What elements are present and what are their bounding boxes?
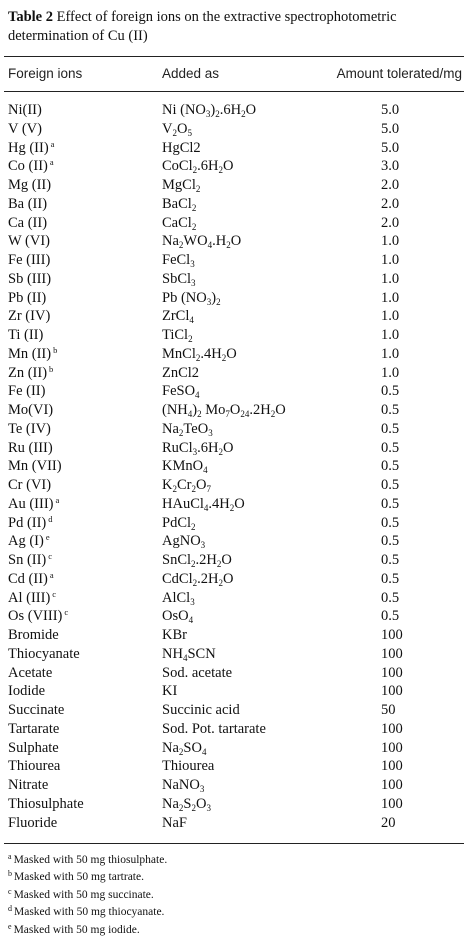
footnote-text: Masked with 50 mg thiosulphate.	[13, 854, 168, 866]
cell-added-as: PdCl$_2$	[162, 514, 196, 532]
footnote-mark: b	[53, 344, 58, 355]
top-rule	[4, 56, 464, 57]
cell-amount-tolerated: 0.5	[381, 420, 400, 437]
cell-amount-tolerated: 100	[381, 645, 403, 662]
cell-amount-tolerated: 0.5	[381, 383, 400, 400]
foreign-ion-text: Pd (II)	[8, 514, 47, 531]
cell-amount-tolerated: 1.0	[381, 364, 400, 381]
cell-added-as: $MnCl_2.4H_2O$	[162, 345, 237, 363]
cell-added-as: BaCl$_2$	[162, 195, 197, 213]
footnote-mark: c	[48, 551, 53, 561]
cell-added-as: SbCl$_3$	[162, 270, 196, 288]
cell-added-as: $K_2Cr_2O_7$	[162, 477, 211, 494]
cell-amount-tolerated: 1.0	[381, 252, 400, 268]
table-row	[0, 139, 475, 158]
foreign-ion-text: Zr (IV)	[8, 308, 51, 325]
cell-foreign-ion	[8, 364, 53, 382]
cell-amount-tolerated: 1.0	[381, 289, 400, 306]
table-row	[0, 345, 475, 364]
table-row	[0, 476, 475, 495]
cell-amount-tolerated: 5.0	[381, 102, 400, 118]
footnote	[8, 887, 468, 904]
table-title: Effect of foreign ions on the extractive spectrophotometric determination of Cu (II)	[8, 9, 397, 44]
table-row	[0, 195, 475, 214]
cell-amount-tolerated: 100	[381, 758, 403, 775]
table-footnotes	[8, 852, 468, 939]
table-caption	[8, 8, 466, 46]
foreign-ion-text: Au (III)	[8, 495, 54, 512]
foreign-ion-text: Thiocyanate	[8, 645, 80, 662]
footnote-mark: b	[8, 869, 12, 879]
header-foreign-ions: Foreign ions	[8, 66, 83, 81]
table-row	[0, 289, 475, 308]
footnote	[8, 904, 468, 921]
foreign-ion-text: Fluoride	[8, 814, 58, 831]
cell-added-as: Thiourea	[162, 758, 215, 775]
foreign-ion-text: Fe (III)	[8, 252, 51, 268]
foreign-ion-text: V (V)	[8, 120, 42, 137]
cell-foreign-ion	[8, 495, 59, 513]
cell-foreign-ion	[8, 382, 45, 400]
cell-foreign-ion	[8, 682, 45, 700]
cell-added-as: ZnCl2	[162, 364, 200, 381]
cell-amount-tolerated: 0.5	[381, 589, 400, 606]
footnote-mark: c	[52, 588, 57, 599]
table-row	[0, 251, 475, 270]
foreign-ion-text: Sulphate	[8, 739, 59, 756]
cell-added-as: KI	[162, 683, 178, 700]
foreign-ion-text: Ag (I)	[8, 533, 44, 550]
table-row	[0, 776, 475, 795]
cell-foreign-ion	[8, 476, 51, 494]
foreign-ion-text: Succinate	[8, 702, 65, 718]
cell-amount-tolerated: 1.0	[381, 327, 400, 343]
table-row	[0, 307, 475, 326]
footnote-mark: e	[45, 532, 50, 543]
table-row	[0, 270, 475, 289]
foreign-ion-text: W (VI)	[8, 233, 51, 250]
table-row	[0, 495, 475, 514]
cell-foreign-ion	[8, 757, 60, 775]
footnote-mark: a	[50, 138, 55, 149]
cell-added-as: ZrCl$_4$	[162, 308, 194, 326]
cell-added-as: $NH_4SCN$	[162, 645, 216, 663]
cell-amount-tolerated: 0.5	[381, 570, 400, 587]
cell-amount-tolerated: 50	[381, 702, 396, 718]
foreign-ion-text: Mg (II)	[8, 177, 52, 193]
cell-added-as: $Na_2SO_4$	[162, 739, 207, 757]
cell-foreign-ion	[8, 101, 42, 119]
table-row	[0, 364, 475, 383]
cell-amount-tolerated: 100	[381, 739, 403, 756]
table-row	[0, 457, 475, 476]
footnote	[8, 869, 468, 886]
cell-amount-tolerated: 2.0	[381, 177, 400, 193]
table-row	[0, 626, 475, 645]
cell-foreign-ion	[8, 120, 42, 138]
table-row	[0, 401, 475, 420]
table-row	[0, 326, 475, 345]
foreign-ion-text: Os (VIII)	[8, 608, 63, 625]
cell-added-as: FeSO$_4$	[162, 383, 200, 401]
foreign-ion-text: Mn (II)	[8, 345, 52, 362]
footnote-mark: d	[48, 513, 53, 524]
foreign-ion-text: Nitrate	[8, 777, 49, 793]
cell-added-as: $CdCl_2.2H_2O$	[162, 570, 234, 588]
footnote-text: Masked with 50 mg iodide.	[13, 923, 140, 936]
header-amount-tolerated: Amount tolerated/mg	[336, 66, 462, 81]
table-row	[0, 720, 475, 739]
table-row	[0, 607, 475, 626]
cell-foreign-ion	[8, 795, 84, 813]
cell-amount-tolerated: 0.5	[381, 533, 400, 550]
cell-foreign-ion	[8, 457, 62, 475]
table-row	[0, 382, 475, 401]
cell-added-as: AlCl$_3$	[162, 589, 195, 607]
header-rule	[4, 91, 464, 92]
cell-foreign-ion	[8, 532, 50, 550]
cell-amount-tolerated: 0.5	[381, 477, 400, 493]
cell-foreign-ion	[8, 251, 50, 269]
footnote-mark: a	[8, 852, 12, 861]
cell-amount-tolerated: 0.5	[381, 458, 400, 475]
foreign-ion-text: Tartarate	[8, 720, 60, 737]
foreign-ion-text: Ni(II)	[8, 102, 42, 118]
table-row	[0, 439, 475, 458]
cell-amount-tolerated: 1.0	[381, 270, 400, 287]
cell-foreign-ion	[8, 570, 54, 588]
cell-foreign-ion	[8, 176, 51, 194]
foreign-ion-text: Hg (II)	[8, 139, 49, 156]
footnote-text: Masked with 50 mg succinate.	[13, 888, 154, 901]
foreign-ion-text: Co (II)	[8, 158, 48, 175]
table-row	[0, 176, 475, 195]
foreign-ion-text: Al (III)	[8, 589, 51, 606]
cell-foreign-ion	[8, 270, 51, 288]
cell-added-as: $Na_2WO_4.H_2O$	[162, 233, 242, 251]
cell-added-as: $SnCl_2.2H_2O$	[162, 552, 232, 569]
footnote-mark: b	[49, 363, 54, 374]
foreign-ion-text: Thiosulphate	[8, 795, 84, 812]
foreign-ion-text: Zn (II)	[8, 364, 48, 381]
foreign-ion-text: Cd (II)	[8, 570, 48, 587]
footnote-mark: c	[8, 886, 12, 896]
cell-added-as: Sod. Pot. tartarate	[162, 720, 266, 737]
cell-added-as: Ni $(NO_3)_2.6H_2O$	[162, 102, 257, 119]
table-row	[0, 420, 475, 439]
cell-foreign-ion	[8, 420, 51, 438]
cell-amount-tolerated: 0.5	[381, 402, 400, 418]
cell-foreign-ion	[8, 551, 52, 569]
bottom-rule	[4, 843, 464, 844]
table-row	[0, 589, 475, 608]
table-row	[0, 757, 475, 776]
cell-foreign-ion	[8, 607, 68, 625]
foreign-ion-text: Sn (II)	[8, 552, 47, 568]
cell-foreign-ion	[8, 345, 57, 363]
foreign-ion-text: Te (IV)	[8, 420, 51, 437]
cell-foreign-ion	[8, 664, 52, 682]
cell-amount-tolerated: 2.0	[381, 195, 400, 212]
footnote	[8, 922, 468, 939]
foreign-ion-text: Ba (II)	[8, 195, 48, 212]
cell-amount-tolerated: 2.0	[381, 214, 400, 231]
cell-amount-tolerated: 5.0	[381, 139, 400, 156]
cell-foreign-ion	[8, 139, 54, 157]
cell-amount-tolerated: 0.5	[381, 495, 400, 512]
cell-foreign-ion	[8, 289, 46, 307]
cell-foreign-ion	[8, 195, 47, 213]
cell-amount-tolerated: 100	[381, 777, 403, 793]
cell-added-as: Pb $(NO_3)_2$	[162, 289, 221, 307]
table-row	[0, 645, 475, 664]
foreign-ion-text: Ti (II)	[8, 327, 44, 343]
cell-foreign-ion	[8, 720, 59, 738]
table-label: Table 2	[8, 9, 53, 25]
cell-added-as: MgCl$_2$	[162, 177, 201, 194]
cell-amount-tolerated: 100	[381, 683, 403, 700]
cell-amount-tolerated: 1.0	[381, 345, 400, 362]
foreign-ion-text: Mo(VI)	[8, 402, 54, 418]
table-row	[0, 157, 475, 176]
cell-amount-tolerated: 100	[381, 664, 403, 681]
table-body	[0, 101, 475, 832]
foreign-ion-text: Sb (III)	[8, 270, 52, 287]
cell-added-as: $(NH_4)_2$ $Mo_7O_{24}.2H_2O$	[162, 402, 286, 419]
cell-foreign-ion	[8, 439, 53, 457]
cell-added-as: KBr	[162, 627, 187, 643]
cell-added-as: CaCl$_2$	[162, 214, 197, 232]
cell-foreign-ion	[8, 776, 48, 794]
footnote	[8, 852, 468, 869]
table-row	[0, 232, 475, 251]
cell-foreign-ion	[8, 589, 56, 607]
foreign-ion-text: Thiourea	[8, 758, 61, 775]
foreign-ion-text: Cr (VI)	[8, 477, 52, 493]
cell-added-as: $V_2O_5$	[162, 120, 192, 138]
foreign-ion-text: Ca (II)	[8, 214, 48, 231]
cell-foreign-ion	[8, 626, 59, 644]
cell-amount-tolerated: 1.0	[381, 308, 400, 325]
cell-added-as: HgCl2	[162, 139, 201, 156]
cell-foreign-ion	[8, 739, 59, 757]
cell-amount-tolerated: 0.5	[381, 439, 400, 456]
cell-amount-tolerated: 20	[381, 814, 396, 831]
cell-added-as: Sod. acetate	[162, 664, 233, 681]
foreign-ion-text: Mn (VII)	[8, 458, 62, 475]
cell-added-as: $Na_2S_2O_3$	[162, 795, 211, 813]
cell-added-as: TiCl$_2$	[162, 327, 193, 344]
foreign-ion-text: Ru (III)	[8, 439, 53, 456]
cell-foreign-ion	[8, 326, 43, 344]
cell-amount-tolerated: 100	[381, 627, 403, 643]
table-row	[0, 120, 475, 139]
cell-amount-tolerated: 5.0	[381, 120, 400, 137]
table-row	[0, 664, 475, 683]
cell-added-as: $CoCl_2.6H_2O$	[162, 158, 234, 176]
header-added-as: Added as	[162, 66, 220, 81]
foreign-ion-text: Bromide	[8, 627, 59, 643]
cell-added-as: FeCl$_3$	[162, 252, 195, 269]
cell-added-as: $HAuCl_4.4H_2O$	[162, 495, 245, 513]
cell-foreign-ion	[8, 232, 50, 250]
cell-amount-tolerated: 0.5	[381, 552, 400, 568]
cell-foreign-ion	[8, 514, 53, 532]
table-header	[0, 66, 475, 84]
cell-amount-tolerated: 0.5	[381, 608, 400, 625]
cell-foreign-ion	[8, 645, 80, 663]
table-row	[0, 570, 475, 589]
table-row	[0, 551, 475, 570]
cell-added-as: NaF	[162, 814, 187, 831]
footnote-mark: a	[55, 494, 60, 505]
table-row	[0, 814, 475, 833]
foreign-ion-text: Pb (II)	[8, 289, 47, 306]
cell-amount-tolerated: 3.0	[381, 158, 400, 175]
footnote-mark: c	[64, 607, 69, 618]
cell-amount-tolerated: 100	[381, 795, 403, 812]
table-row	[0, 739, 475, 758]
cell-added-as: $RuCl_3.6H_2O$	[162, 439, 234, 457]
footnote-text: Masked with 50 mg tartrate.	[14, 871, 144, 884]
footnote-mark: d	[8, 904, 12, 914]
foreign-ion-text: Fe (II)	[8, 383, 46, 400]
table-row	[0, 795, 475, 814]
cell-added-as: AgNO$_3$	[162, 533, 206, 551]
footnote-mark: a	[49, 157, 54, 168]
cell-foreign-ion	[8, 214, 47, 232]
footnote-mark: e	[8, 921, 12, 931]
cell-amount-tolerated: 1.0	[381, 233, 400, 250]
table-row	[0, 101, 475, 120]
cell-foreign-ion	[8, 701, 64, 719]
cell-added-as: Succinic acid	[162, 702, 240, 718]
foreign-ion-text: Iodide	[8, 683, 46, 700]
table-row	[0, 214, 475, 233]
cell-added-as: OsO$_4$	[162, 608, 194, 626]
cell-foreign-ion	[8, 307, 50, 325]
cell-foreign-ion	[8, 814, 57, 832]
cell-added-as: NaNO$_3$	[162, 777, 205, 794]
table-row	[0, 514, 475, 533]
table-row	[0, 682, 475, 701]
footnote-mark: a	[49, 569, 54, 580]
cell-added-as: KMnO$_4$	[162, 458, 208, 476]
cell-amount-tolerated: 100	[381, 720, 403, 737]
cell-foreign-ion	[8, 401, 53, 419]
table-row	[0, 532, 475, 551]
cell-amount-tolerated: 0.5	[381, 514, 400, 531]
foreign-ion-text: Acetate	[8, 664, 53, 681]
footnote-text: Masked with 50 mg thiocyanate.	[14, 906, 165, 919]
table-row	[0, 701, 475, 720]
cell-foreign-ion	[8, 157, 54, 175]
cell-added-as: $Na_2TeO_3$	[162, 420, 213, 438]
